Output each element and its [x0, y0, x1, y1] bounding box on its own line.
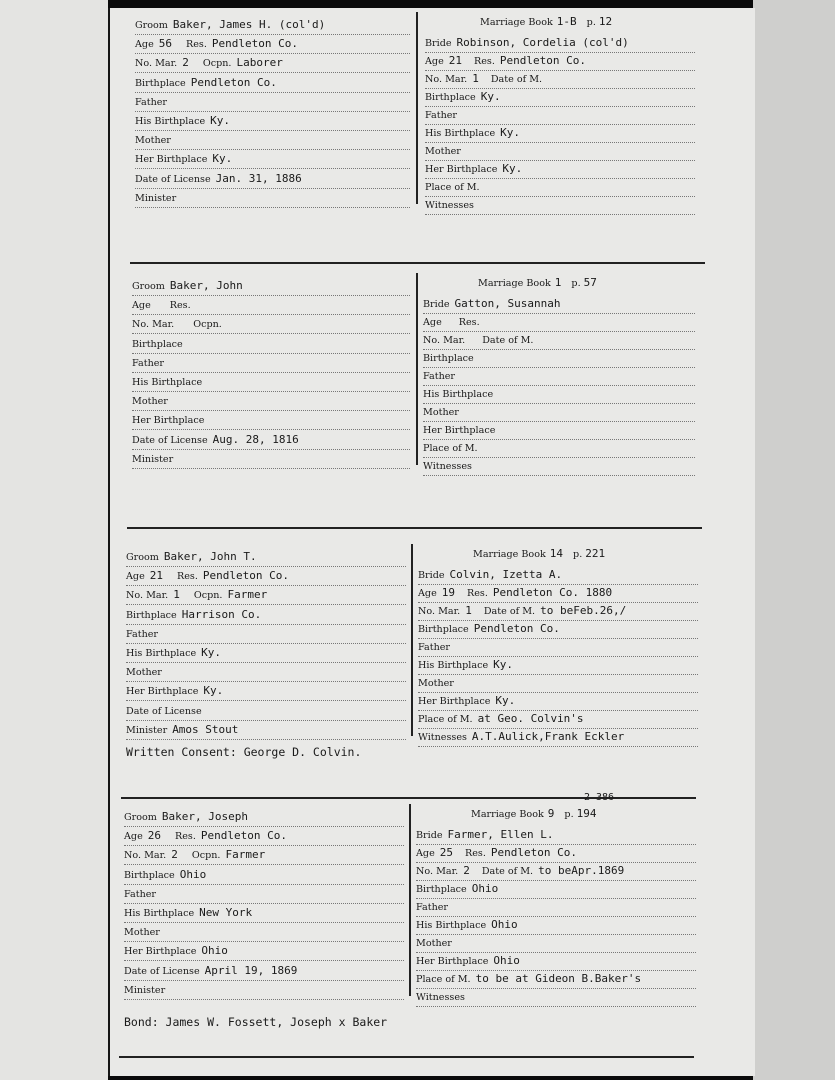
groom-mother-label: Mother	[132, 396, 168, 408]
bride-res-label: Res.	[474, 56, 495, 67]
groom-name-value: Baker, James H. (col'd)	[172, 18, 326, 31]
groom-field-row	[126, 606, 406, 625]
column-divider	[409, 804, 411, 996]
groom-birthplace-label: Birthplace	[124, 869, 175, 881]
bride-date-of-m-label: Date of M.	[490, 74, 543, 85]
record-note: Written Consent: George D. Colvin.	[126, 745, 362, 759]
groom-father-label: Father	[135, 96, 168, 108]
bride-date-of-m-label: Date of M.	[482, 335, 534, 346]
groom-field-row	[132, 373, 410, 392]
groom-no-mar-value: 1	[173, 588, 180, 602]
bride-father-label: Father	[416, 902, 449, 913]
bride-field-row	[425, 142, 695, 161]
marriage-book-ref	[478, 276, 597, 289]
bride-field-row	[418, 728, 698, 747]
bride-field-row	[423, 331, 695, 350]
groom-res-value: Pendleton Co.	[211, 37, 298, 51]
groom-field-row	[135, 131, 410, 150]
bride-field-row	[418, 602, 698, 621]
bride-his-birthplace-value: Ky.	[500, 126, 521, 139]
groom-his-birthplace-value: New York	[199, 906, 253, 919]
left-margin	[0, 0, 108, 1080]
bride-witnesses-label: Witnesses	[425, 200, 474, 211]
bride-no-mar-value: 1	[472, 72, 479, 85]
column-divider	[416, 12, 418, 204]
bride-mother-label: Mother	[425, 146, 461, 157]
bride-date-of-m-value: to beFeb.26,/	[540, 604, 627, 617]
groom-field-row	[132, 411, 410, 430]
groom-no-mar-value: 2	[171, 848, 178, 862]
bride-field-row	[425, 160, 695, 179]
bride-place-of-m-value: at Geo. Colvin's	[477, 712, 584, 725]
bride-father-label: Father	[425, 110, 458, 121]
groom-res-label: Res.	[177, 571, 198, 583]
bride-res-value: Pendleton Co.	[490, 846, 577, 859]
marriage-book-label: Marriage Book	[471, 809, 544, 820]
bride-field-row	[418, 620, 698, 639]
page-label: p.	[571, 278, 581, 289]
groom-minister-value: Amos Stout	[172, 722, 239, 736]
bride-place-of-m-label: Place of M.	[423, 443, 478, 454]
marriage-book-number: 9	[547, 807, 555, 820]
bride-date-of-m-value: to beApr.1869	[538, 864, 625, 877]
groom-her-birthplace-value: Ohio	[201, 944, 228, 958]
groom-groom-label: Groom	[132, 281, 165, 292]
groom-birthplace-value: Harrison Co.	[181, 607, 262, 621]
bride-bride-label: Bride	[425, 38, 452, 49]
bride-place-of-m-label: Place of M.	[425, 182, 480, 193]
groom-name-value: Baker, John T.	[163, 550, 257, 563]
bride-his-birthplace-value: Ohio	[491, 918, 518, 931]
groom-field-row	[124, 942, 404, 961]
groom-date-of-license-label: Date of License	[135, 173, 211, 185]
bride-her-birthplace-label: Her Birthplace	[416, 956, 489, 967]
bride-no-mar-value: 2	[463, 864, 470, 877]
marriage-book-label: Marriage Book	[480, 17, 553, 28]
groom-field-row	[124, 827, 404, 846]
bride-birthplace-value: Pendleton Co.	[473, 622, 560, 635]
marriage-book-ref	[471, 807, 597, 820]
groom-birthplace-label: Birthplace	[132, 338, 183, 350]
groom-field-row	[132, 296, 410, 315]
groom-ocpn-value: Laborer	[236, 56, 283, 70]
bride-birthplace-label: Birthplace	[418, 624, 469, 635]
bride-bride-label: Bride	[423, 299, 450, 310]
groom-field-row	[126, 721, 406, 740]
bride-field-row	[416, 970, 696, 989]
groom-field-row	[135, 112, 410, 131]
bride-her-birthplace-value: Ohio	[493, 954, 520, 967]
groom-no-mar-value: 2	[182, 56, 189, 70]
groom-field-row	[126, 586, 406, 605]
bride-field-row	[418, 638, 698, 657]
groom-field-row	[132, 431, 410, 450]
column-divider	[416, 273, 418, 465]
bride-field-row	[416, 880, 696, 899]
bride-no-mar-label: No. Mar.	[416, 866, 459, 877]
marriage-book-ref	[473, 547, 605, 560]
bride-field-row	[416, 934, 696, 953]
bride-bride-label: Bride	[416, 830, 443, 841]
column-divider	[411, 544, 413, 736]
groom-res-label: Res.	[186, 39, 207, 51]
bride-mother-label: Mother	[423, 407, 459, 418]
groom-age-value: 56	[158, 37, 172, 51]
bride-her-birthplace-label: Her Birthplace	[418, 696, 491, 707]
bride-field-row	[418, 674, 698, 693]
bride-name-value: Gatton, Susannah	[454, 297, 561, 310]
bride-field-row	[418, 584, 698, 603]
groom-field-row	[124, 846, 404, 865]
groom-field-row	[124, 808, 404, 827]
bride-field-row	[418, 656, 698, 675]
bride-field-row	[418, 710, 698, 729]
bride-place-of-m-label: Place of M.	[418, 714, 473, 725]
bride-his-birthplace-label: His Birthplace	[425, 128, 496, 139]
bride-field-row	[425, 88, 695, 107]
groom-age-label: Age	[135, 39, 154, 51]
marriage-book-number: 1-B	[556, 15, 577, 28]
page-label: p.	[586, 17, 596, 28]
groom-his-birthplace-label: His Birthplace	[124, 908, 195, 919]
bride-his-birthplace-label: His Birthplace	[416, 920, 487, 931]
bride-witnesses-label: Witnesses	[423, 461, 472, 472]
marriage-book-number: 14	[549, 547, 564, 560]
bride-field-row	[416, 952, 696, 971]
bride-his-birthplace-value: Ky.	[493, 658, 514, 671]
groom-ocpn-value: Farmer	[225, 848, 266, 862]
bride-no-mar-label: No. Mar.	[418, 606, 461, 617]
groom-ocpn-value: Farmer	[227, 588, 268, 602]
groom-his-birthplace-value: Ky.	[201, 646, 222, 659]
bride-res-label: Res.	[467, 588, 488, 599]
groom-no-mar-label: No. Mar.	[124, 850, 167, 862]
groom-ocpn-label: Ocpn.	[202, 58, 232, 70]
groom-groom-label: Groom	[126, 552, 159, 563]
bride-witnesses-label: Witnesses	[418, 732, 467, 743]
bride-age-label: Age	[425, 56, 444, 67]
groom-field-row	[135, 170, 410, 189]
groom-field-row	[124, 904, 404, 923]
bride-name-value: Colvin, Izetta A.	[449, 568, 563, 581]
groom-his-birthplace-label: His Birthplace	[132, 377, 203, 388]
bride-mother-label: Mother	[418, 678, 454, 689]
groom-res-value: Pendleton Co.	[200, 829, 287, 843]
bride-no-mar-label: No. Mar.	[423, 335, 466, 346]
groom-birthplace-value: Ohio	[179, 867, 207, 881]
bride-her-birthplace-label: Her Birthplace	[425, 164, 498, 175]
bride-field-row	[425, 34, 695, 53]
groom-field-row	[126, 625, 406, 644]
bride-field-row	[423, 421, 695, 440]
groom-her-birthplace-value: Ky.	[203, 684, 224, 698]
groom-field-row	[126, 567, 406, 586]
groom-ocpn-label: Ocpn.	[193, 319, 222, 331]
groom-mother-label: Mother	[126, 667, 162, 679]
marriage-book-number: 1	[554, 276, 562, 289]
bride-place-of-m-value: to be at Gideon B.Baker's	[475, 972, 642, 985]
bride-her-birthplace-label: Her Birthplace	[423, 425, 496, 436]
bride-field-row	[416, 916, 696, 935]
groom-age-label: Age	[124, 831, 143, 843]
bride-res-label: Res.	[465, 848, 486, 859]
groom-field-row	[135, 54, 410, 73]
groom-field-row	[135, 189, 410, 208]
bride-age-label: Age	[416, 848, 435, 859]
page-number: 194	[576, 807, 597, 820]
groom-minister-label: Minister	[124, 984, 166, 996]
bride-res-value: Pendleton Co. 1880	[492, 586, 613, 599]
groom-no-mar-label: No. Mar.	[135, 58, 178, 70]
groom-her-birthplace-label: Her Birthplace	[124, 946, 197, 958]
groom-field-row	[132, 335, 410, 354]
bride-birthplace-label: Birthplace	[416, 884, 467, 895]
groom-age-label: Age	[126, 571, 145, 583]
groom-minister-label: Minister	[135, 192, 177, 204]
page-number: 221	[585, 547, 606, 560]
bride-res-value: Pendleton Co.	[499, 54, 586, 67]
groom-field-row	[126, 663, 406, 682]
groom-field-row	[124, 866, 404, 885]
bride-field-row	[416, 862, 696, 881]
groom-age-label: Age	[132, 300, 151, 312]
bride-field-row	[418, 692, 698, 711]
bride-res-label: Res.	[458, 317, 480, 328]
bride-field-row	[423, 457, 695, 476]
groom-minister-label: Minister	[132, 453, 174, 465]
groom-no-mar-label: No. Mar.	[132, 319, 175, 331]
groom-his-birthplace-value: Ky.	[210, 114, 231, 127]
bride-field-row	[423, 367, 695, 386]
bride-field-row	[425, 70, 695, 89]
groom-her-birthplace-label: Her Birthplace	[126, 686, 199, 698]
bride-age-value: 19	[441, 586, 455, 599]
bride-field-row	[416, 988, 696, 1007]
marriage-book-label: Marriage Book	[473, 549, 546, 560]
groom-field-row	[124, 923, 404, 942]
bride-father-label: Father	[418, 642, 451, 653]
groom-birthplace-label: Birthplace	[135, 77, 186, 89]
groom-birthplace-value: Pendleton Co.	[190, 75, 277, 89]
bride-age-value: 25	[439, 846, 453, 859]
groom-field-row	[132, 450, 410, 469]
bride-father-label: Father	[423, 371, 456, 382]
page-number: 12	[598, 15, 613, 28]
groom-field-row	[124, 962, 404, 981]
groom-father-label: Father	[132, 357, 165, 369]
groom-date-of-license-value: Aug. 28, 1816	[212, 432, 299, 446]
record-note: Bond: James W. Fossett, Joseph x Baker	[124, 1015, 388, 1029]
bride-field-row	[425, 106, 695, 125]
groom-no-mar-label: No. Mar.	[126, 590, 169, 602]
bride-her-birthplace-value: Ky.	[495, 694, 516, 707]
groom-her-birthplace-label: Her Birthplace	[132, 415, 205, 427]
groom-name-value: Baker, Joseph	[161, 810, 248, 823]
groom-date-of-license-label: Date of License	[132, 434, 208, 446]
groom-ocpn-label: Ocpn.	[191, 850, 221, 862]
bride-name-value: Farmer, Ellen L.	[447, 828, 554, 841]
groom-field-row	[132, 277, 410, 296]
bride-field-row	[425, 196, 695, 215]
groom-field-row	[135, 35, 410, 54]
bride-date-of-m-label: Date of M.	[483, 606, 536, 617]
groom-name-value: Baker, John	[169, 279, 243, 292]
scan-border	[0, 0, 835, 8]
groom-her-birthplace-label: Her Birthplace	[135, 154, 208, 166]
groom-res-label: Res.	[169, 300, 191, 312]
bride-field-row	[423, 349, 695, 368]
groom-his-birthplace-label: His Birthplace	[135, 116, 206, 127]
groom-ocpn-label: Ocpn.	[193, 590, 223, 602]
groom-res-value: Pendleton Co.	[202, 569, 289, 583]
marriage-book-ref	[480, 15, 612, 28]
bride-birthplace-value: Ohio	[471, 882, 499, 895]
page-label: p.	[573, 549, 583, 560]
bride-witnesses-label: Witnesses	[416, 992, 465, 1003]
groom-field-row	[135, 93, 410, 112]
groom-date-of-license-value: April 19, 1869	[204, 963, 298, 977]
page-label: p.	[564, 809, 574, 820]
bride-field-row	[416, 898, 696, 917]
groom-age-value: 26	[147, 829, 161, 843]
page-number: 57	[583, 276, 597, 289]
groom-age-value: 21	[149, 569, 163, 583]
groom-birthplace-label: Birthplace	[126, 609, 177, 621]
groom-mother-label: Mother	[135, 135, 171, 147]
book-superscript: 2	[584, 792, 591, 803]
bride-field-row	[416, 844, 696, 863]
groom-date-of-license-label: Date of License	[124, 965, 200, 977]
groom-field-row	[135, 16, 410, 35]
bride-age-label: Age	[423, 317, 442, 328]
bride-field-row	[425, 124, 695, 143]
groom-father-label: Father	[124, 888, 157, 900]
groom-field-row	[126, 548, 406, 567]
groom-res-label: Res.	[175, 831, 196, 843]
groom-date-of-license-value: Jan. 31, 1886	[215, 171, 302, 185]
bride-birthplace-label: Birthplace	[425, 92, 476, 103]
record-separator	[119, 1056, 694, 1058]
groom-field-row	[135, 74, 410, 93]
groom-her-birthplace-value: Ky.	[212, 152, 233, 166]
groom-his-birthplace-label: His Birthplace	[126, 648, 197, 659]
groom-groom-label: Groom	[135, 20, 168, 31]
groom-field-row	[132, 315, 410, 334]
marriage-book-label: Marriage Book	[478, 278, 551, 289]
bride-birthplace-value: Ky.	[480, 90, 501, 103]
bride-field-row	[423, 439, 695, 458]
bride-bride-label: Bride	[418, 570, 445, 581]
bride-mother-label: Mother	[416, 938, 452, 949]
bride-witnesses-value: A.T.Aulick,Frank Eckler	[471, 730, 625, 743]
page-superscript: 386	[596, 792, 615, 803]
bride-field-row	[425, 178, 695, 197]
bride-field-row	[416, 826, 696, 845]
bride-no-mar-label: No. Mar.	[425, 74, 468, 85]
right-margin	[753, 0, 835, 1080]
bride-birthplace-label: Birthplace	[423, 353, 474, 364]
bride-his-birthplace-label: His Birthplace	[423, 389, 494, 400]
groom-field-row	[124, 981, 404, 1000]
bride-age-value: 21	[448, 54, 462, 67]
record-separator	[127, 527, 702, 529]
bride-date-of-m-label: Date of M.	[481, 866, 534, 877]
groom-date-of-license-label: Date of License	[126, 705, 202, 717]
bride-name-value: Robinson, Cordelia (col'd)	[456, 36, 629, 49]
groom-father-label: Father	[126, 628, 159, 640]
groom-mother-label: Mother	[124, 927, 160, 939]
groom-field-row	[132, 392, 410, 411]
groom-field-row	[126, 644, 406, 663]
groom-minister-label: Minister	[126, 724, 168, 736]
groom-field-row	[132, 354, 410, 373]
groom-field-row	[126, 702, 406, 721]
groom-field-row	[135, 150, 410, 169]
record-separator	[130, 262, 705, 264]
bride-field-row	[425, 52, 695, 71]
bride-field-row	[423, 403, 695, 422]
bride-his-birthplace-label: His Birthplace	[418, 660, 489, 671]
bride-field-row	[418, 566, 698, 585]
bride-field-row	[423, 313, 695, 332]
bride-field-row	[423, 385, 695, 404]
bride-age-label: Age	[418, 588, 437, 599]
groom-field-row	[124, 885, 404, 904]
bride-no-mar-value: 1	[465, 604, 472, 617]
bride-place-of-m-label: Place of M.	[416, 974, 471, 985]
bride-her-birthplace-value: Ky.	[502, 162, 523, 175]
groom-groom-label: Groom	[124, 812, 157, 823]
groom-field-row	[126, 682, 406, 701]
bride-field-row	[423, 295, 695, 314]
